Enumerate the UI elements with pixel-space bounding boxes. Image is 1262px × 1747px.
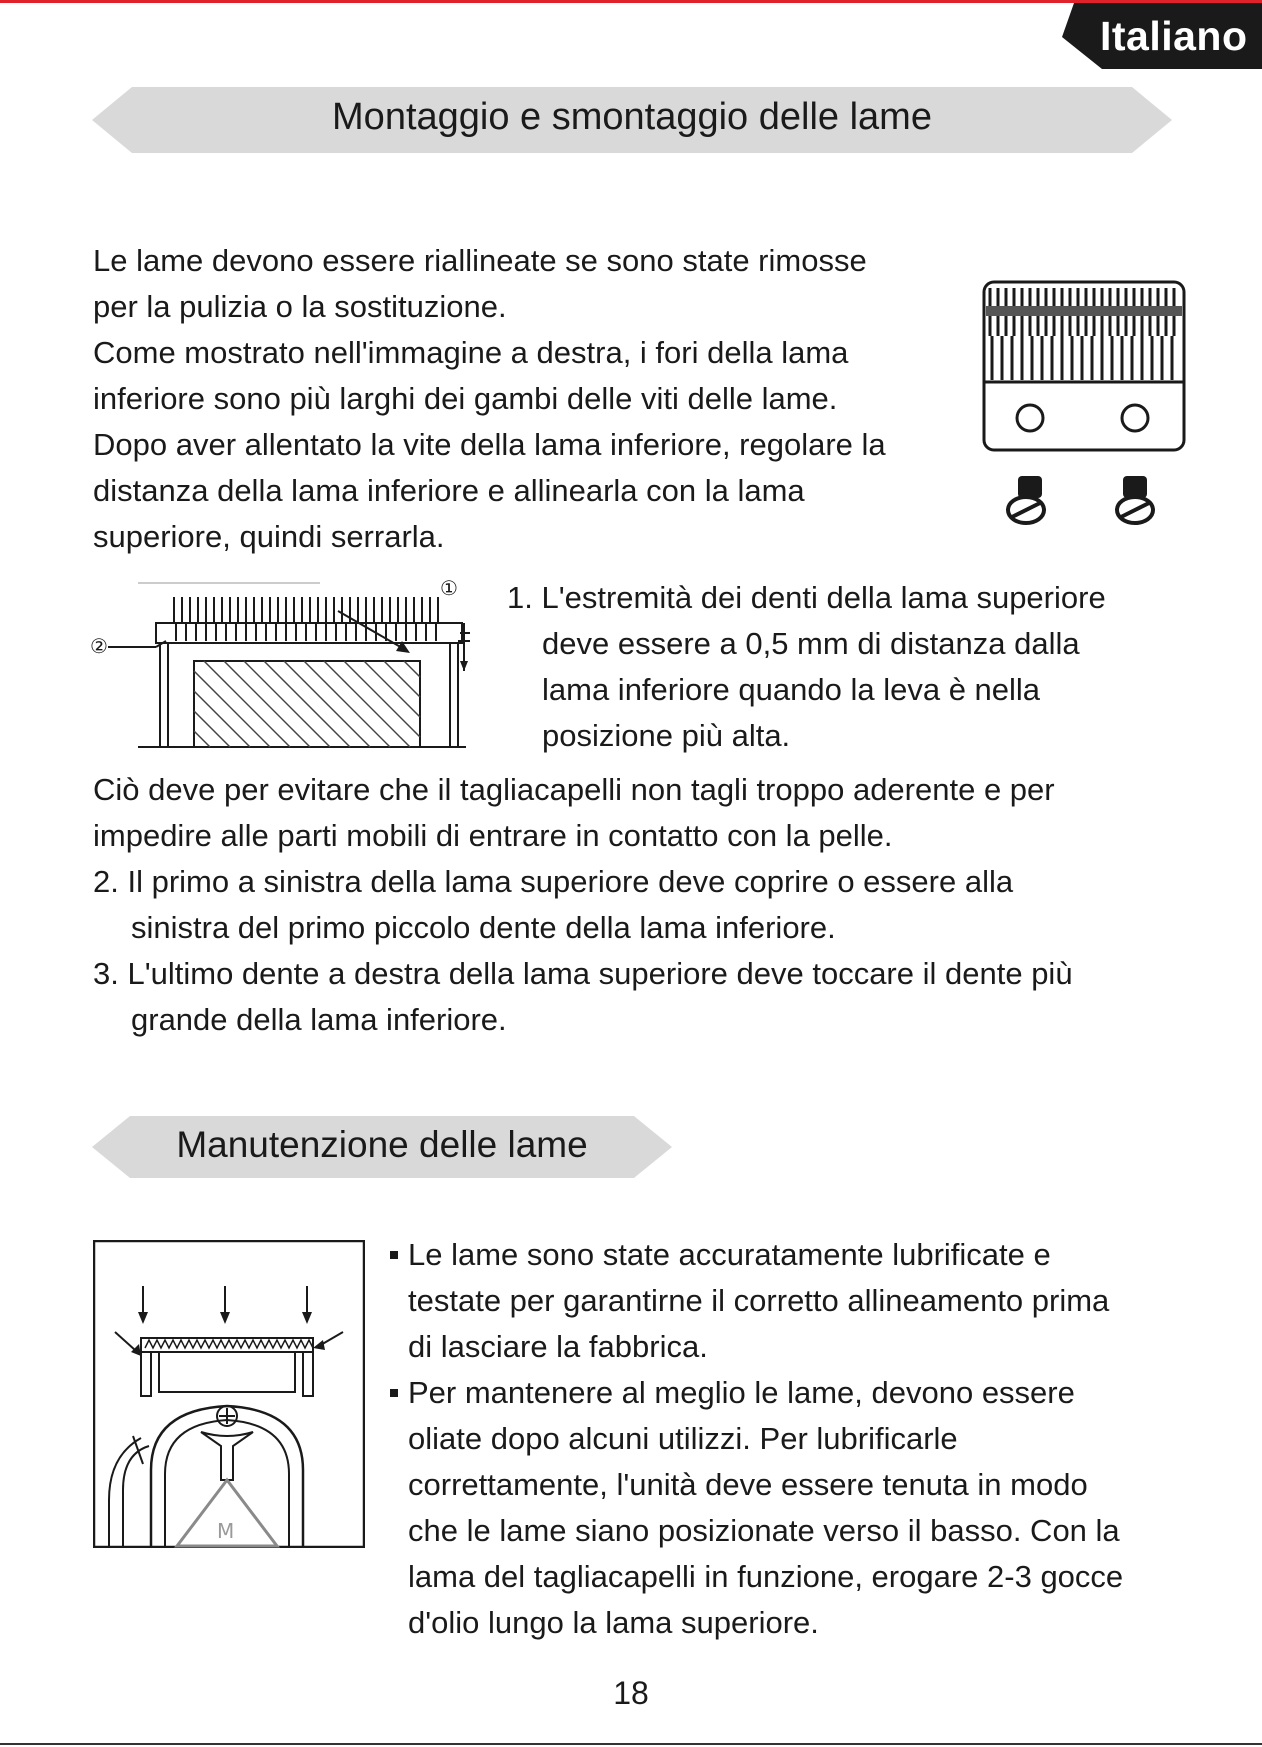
text-line: posizione più alta. [542, 718, 791, 753]
text-line: correttamente, l'unità deve essere tenuta in modo [408, 1467, 1088, 1502]
language-tab [1062, 3, 1262, 69]
oiling-diagram [93, 1240, 365, 1548]
maintenance-bullet-2 [408, 1370, 1123, 1646]
text-line: 3. L'ultimo dente a destra della lama superiore deve toccare il dente più [93, 956, 1073, 991]
text-line: Le lame devono essere riallineate se sono state rimosse [93, 243, 867, 278]
maintenance-bullet-1 [408, 1232, 1109, 1370]
text-line: Le lame sono state accuratamente lubrificate e [408, 1237, 1051, 1272]
text-line: di lasciare la fabbrica. [408, 1329, 708, 1364]
text-line: superiore, quindi serrarla. [93, 519, 445, 554]
text-line: d'olio lungo la lama superiore. [408, 1605, 819, 1640]
section-title-maintenance: Manutenzione delle lame [176, 1124, 588, 1165]
text-line: inferiore sono più larghi dei gambi delle viti delle lame. [93, 381, 838, 416]
brand-mark: M [217, 1519, 235, 1543]
text-line: sinistra del primo piccolo dente della lama inferiore. [131, 910, 836, 945]
text-line: Come mostrato nell'immagine a destra, i fori della lama [93, 335, 849, 370]
text-line: impedire alle parti mobili di entrare in contatto con la pelle. [93, 818, 893, 853]
language-label: Italiano [1100, 13, 1248, 59]
section-banner-assembly [92, 87, 1172, 153]
text-line: che le lame siano posizionate verso il basso. Con la [408, 1513, 1120, 1548]
text-line: Ciò deve per evitare che il tagliacapelli non tagli troppo aderente e per [93, 772, 1055, 807]
text-line: Per mantenere al meglio le lame, devono essere [408, 1375, 1075, 1410]
text-line: Dopo aver allentato la vite della lama inferiore, regolare la [93, 427, 886, 462]
bullet-marker [390, 1251, 398, 1259]
intro-paragraph [93, 238, 886, 560]
text-line: per la pulizia o la sostituzione. [93, 289, 507, 324]
text-line: 1. L'estremità dei denti della lama superiore [507, 580, 1106, 615]
callout-2: ② [90, 634, 108, 658]
callout-1: ① [440, 576, 458, 600]
section-title-assembly: Montaggio e smontaggio delle lame [332, 96, 932, 138]
blade-holes-diagram [980, 278, 1190, 538]
text-line: lama inferiore quando la leva è nella [542, 672, 1041, 707]
steps-2-3-paragraph [93, 767, 1073, 1043]
blade-alignment-diagram [88, 575, 488, 755]
text-line: 2. Il primo a sinistra della lama superiore deve coprire o essere alla [93, 864, 1014, 899]
text-line: deve essere a 0,5 mm di distanza dalla [542, 626, 1080, 661]
text-line: testate per garantirne il corretto allineamento prima [408, 1283, 1110, 1318]
text-line: distanza della lama inferiore e allinearla con la lama [93, 473, 805, 508]
text-line: grande della lama inferiore. [131, 1002, 507, 1037]
section-banner-maintenance [92, 1116, 672, 1178]
text-line: oliate dopo alcuni utilizzi. Per lubrificarle [408, 1421, 958, 1456]
text-line: lama del tagliacapelli in funzione, erogare 2-3 gocce [408, 1559, 1124, 1594]
page-number: 18 [613, 1675, 649, 1711]
bullet-marker [390, 1389, 398, 1397]
step-1 [507, 575, 1106, 759]
bottom-rule [0, 1743, 1262, 1745]
